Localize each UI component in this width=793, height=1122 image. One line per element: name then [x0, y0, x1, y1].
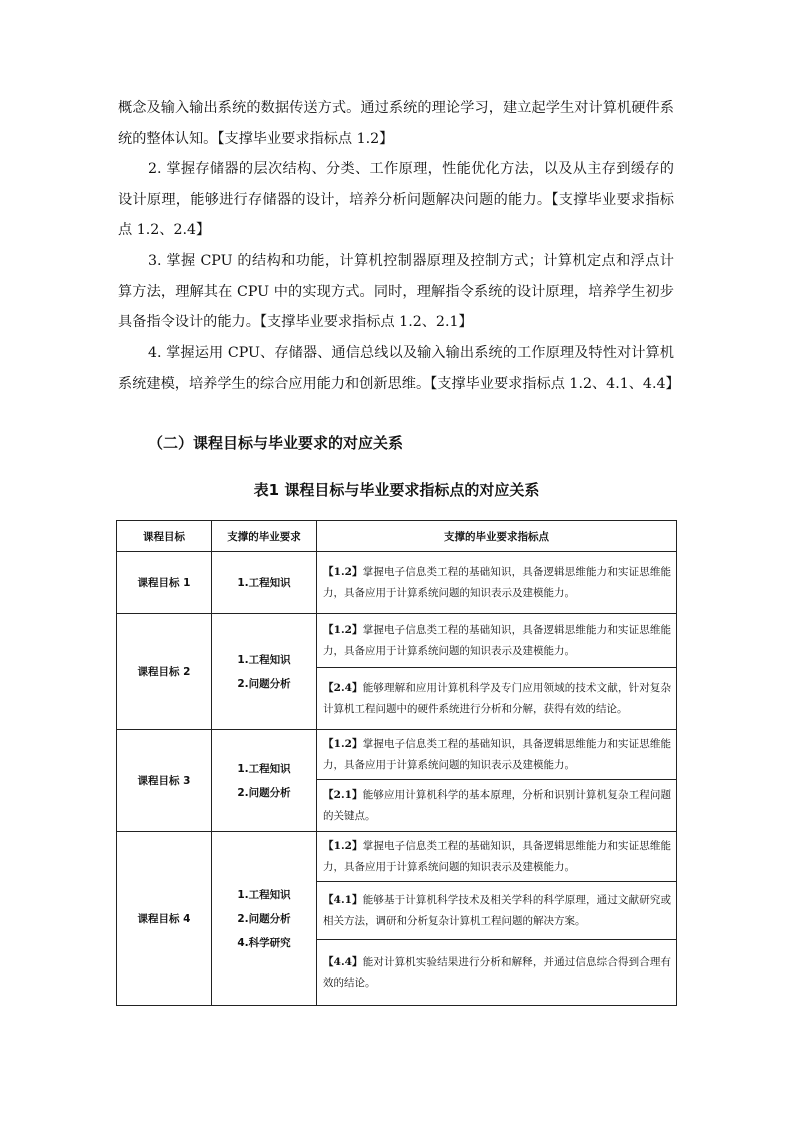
indicator-tag: 【4.1】: [323, 893, 363, 906]
paragraph-objective-2: 2. 掌握存储器的层次结构、分类、工作原理，性能优化方法，以及从主存到缓存的设计原理，能够进行存储器的设计，培养分析问题解决问题的能力。【支撑毕业要求指标点 1.2、2.4】: [118, 161, 674, 238]
table-caption: 表1 课程目标与毕业要求指标点的对应关系: [253, 481, 540, 499]
indicator-cell: [317, 940, 677, 1006]
objective-requirements: [212, 832, 317, 1006]
paragraph-objective-4: 4. 掌握运用 CPU、存储器、通信总线以及输入输出系统的工作原理及特性对计算机系统建模，培养学生的综合应用能力和创新思维。【支撑毕业要求指标点 1.2、4.1、4.4】: [118, 345, 680, 392]
table-row: [117, 552, 677, 614]
indicator-text: 能够理解和应用计算机科学及专门应用领域的技术文献，针对复杂计算机工程问题中的硬件系统进行分析和分解，获得有效的结论。: [323, 681, 671, 715]
requirement-item: 2.问题分析: [237, 677, 291, 690]
table-row: [117, 730, 677, 780]
indicator-cell: [317, 552, 677, 614]
objective-name: 课程目标 2: [117, 614, 212, 730]
indicator-text: 掌握电子信息类工程的基础知识，具备逻辑思维能力和实证思维能力，具备应用于计算系统问题的知识表示及建模能力。: [323, 623, 671, 657]
table-header-row: [117, 521, 677, 552]
indicator-cell: [317, 780, 677, 832]
objectives-table: [116, 520, 677, 1006]
indicator-tag: 【1.2】: [323, 839, 363, 852]
indicator-tag: 【4.4】: [323, 955, 363, 968]
indicator-tag: 【2.4】: [323, 681, 363, 694]
header-indicator: 支撑的毕业要求指标点: [317, 521, 677, 552]
requirement-item: 2.问题分析: [237, 912, 291, 925]
indicator-text: 掌握电子信息类工程的基础知识，具备逻辑思维能力和实证思维能力，具备应用于计算系统问题的知识表示及建模能力。: [323, 737, 671, 771]
objective-name: 课程目标 3: [117, 730, 212, 832]
indicator-cell: [317, 882, 677, 940]
indicator-text: 能对计算机实验结果进行分析和解释，并通过信息综合得到合理有效的结论。: [323, 955, 671, 989]
indicator-text: 能够应用计算机科学的基本原理，分析和识别计算机复杂工程问题的关键点。: [323, 788, 671, 822]
section-heading: （二）课程目标与毕业要求的对应关系: [148, 434, 404, 452]
paragraph-objective-3: 3. 掌握 CPU 的结构和功能，计算机控制器原理及控制方式；计算机定点和浮点计算方法，理解其在 CPU 中的实现方式。同时，理解指令系统的设计原理，培养学生初步具备指令设计的能力。【支撑毕业要求指标点 1.2、2.1】: [118, 253, 674, 330]
requirement-item: 2.问题分析: [237, 786, 291, 799]
indicator-cell: [317, 730, 677, 780]
requirement-item: 1.工程知识: [237, 653, 291, 666]
indicator-text: 掌握电子信息类工程的基础知识，具备逻辑思维能力和实证思维能力，具备应用于计算系统问题的知识表示及建模能力。: [323, 839, 671, 873]
header-requirement: 支撑的毕业要求: [212, 521, 317, 552]
requirement-item: 4.科学研究: [237, 936, 291, 949]
header-objective: 课程目标: [117, 521, 212, 552]
indicator-text: 掌握电子信息类工程的基础知识，具备逻辑思维能力和实证思维能力，具备应用于计算系统问题的知识表示及建模能力。: [323, 565, 671, 599]
requirement-item: 1.工程知识: [237, 576, 291, 589]
requirement-item: 1.工程知识: [237, 888, 291, 901]
indicator-text: 能够基于计算机科学技术及相关学科的科学原理，通过文献研究或相关方法，调研和分析复杂计算机工程问题的解决方案。: [323, 893, 671, 927]
objective-requirements: [212, 552, 317, 614]
requirement-item: 1.工程知识: [237, 762, 291, 775]
objective-name: 课程目标 1: [117, 552, 212, 614]
indicator-cell: [317, 614, 677, 668]
indicator-tag: 【1.2】: [323, 737, 363, 750]
objective-name: 课程目标 4: [117, 832, 212, 1006]
indicator-tag: 【1.2】: [323, 565, 363, 578]
indicator-tag: 【1.2】: [323, 623, 363, 636]
objective-requirements: [212, 730, 317, 832]
indicator-cell: [317, 832, 677, 882]
indicator-tag: 【2.1】: [323, 788, 363, 801]
table-row: [117, 832, 677, 882]
objective-requirements: [212, 614, 317, 730]
paragraph-objective-1-tail: 概念及输入输出系统的数据传送方式。通过系统的理论学习，建立起学生对计算机硬件系统的整体认知。【支撑毕业要求指标点 1.2】: [118, 100, 674, 147]
table-row: [117, 614, 677, 668]
indicator-cell: [317, 668, 677, 730]
